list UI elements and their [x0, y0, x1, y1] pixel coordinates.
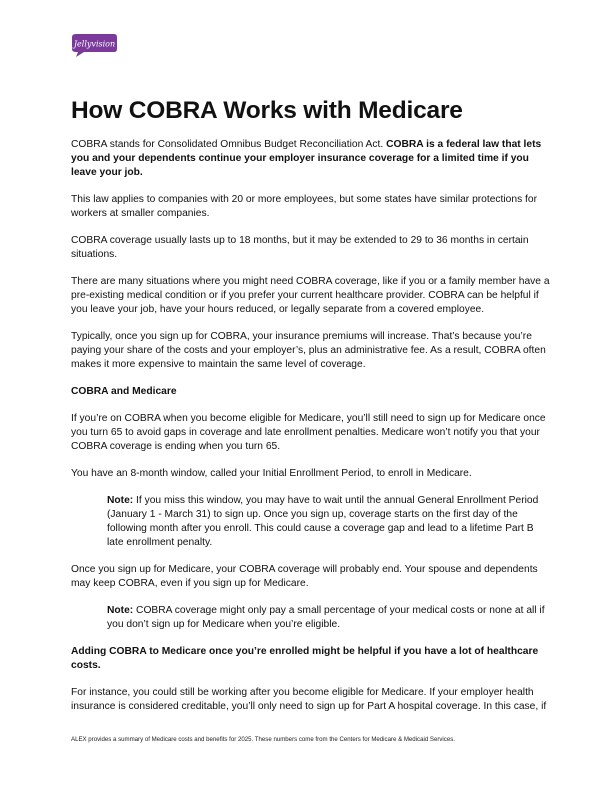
document-body	[71, 138, 551, 727]
note-callout	[107, 604, 551, 632]
paragraph: There are many situations where you might need COBRA coverage, like if you or a family member have a pre-existing medical condition or if you prefer your current healthcare provider. COBRA can be helpful if you leave your job, have your hours reduced, or legally separate from a covered employee.	[71, 276, 550, 315]
intro-paragraph	[71, 138, 551, 179]
intro-text: COBRA stands for Consolidated Omnibus Budget Reconciliation Act.	[71, 139, 387, 150]
intro-bold-text: COBRA is a federal law that lets you and your dependents continue your employer insurance coverage for a limited time if you leave your job.	[71, 139, 542, 178]
note-text: COBRA coverage might only pay a small percentage of your medical costs or none at all if you don’t sign up for Medicare when you’re eligible.	[107, 605, 545, 630]
note-text: If you miss this window, you may have to wait until the annual General Enrollment Period (January 1 - March 31) to sign up. Once you sign up, coverage starts on the first day of the following month after you enroll. This could cause a coverage gap and lead to a lifetime Part B late enrollment penalty.	[107, 495, 539, 548]
paragraph: For instance, you could still be working after you become eligible for Medicare. If your employer health insurance is considered creditable, you’ll only need to sign up for Part A hospital coverage. In this case, if	[71, 687, 547, 713]
logo-speech-bubble-icon	[70, 32, 118, 58]
paragraph: You have an 8-month window, called your Initial Enrollment Period, to enroll in Medicare.	[71, 468, 472, 480]
bold-statement: Adding COBRA to Medicare once you’re enrolled might be helpful if you have a lot of healthcare costs.	[71, 646, 539, 672]
paragraph: Once you sign up for Medicare, your COBRA coverage will probably end. Your spouse and dependents may keep COBRA, even if you sign up for Medicare.	[71, 564, 538, 589]
svg-text:Jellyvision: Jellyvision	[73, 39, 116, 49]
note-label: Note:	[107, 495, 134, 507]
note-label: Note:	[107, 605, 134, 617]
paragraph: This law applies to companies with 20 or more employees, but some states have similar protections for workers at smaller companies.	[71, 193, 538, 219]
paragraph: COBRA coverage usually lasts up to 18 months, but it may be extended to 29 to 36 months in certain situations.	[71, 234, 529, 260]
section-heading: COBRA and Medicare	[71, 385, 177, 397]
note-callout	[107, 494, 551, 549]
paragraph: Typically, once you sign up for COBRA, your insurance premiums will increase. That’s because you’re paying your share of the costs and your employer’s, plus an administrative fee. As a result, COBRA often makes it more expensive to maintain the same level of coverage.	[71, 330, 546, 370]
page-footer: ALEX provides a summary of Medicare costs and benefits for 2025. These numbers come from the Centers for Medicare & Medicaid Services.	[71, 736, 455, 743]
paragraph: If you’re on COBRA when you become eligible for Medicare, you’ll still need to sign up for Medicare once you turn 65 to avoid gaps in coverage and late enrollment penalties. Medicare won’t notify you that your COBRA coverage is ending when you turn 65.	[71, 413, 546, 452]
jellyvision-logo	[70, 32, 118, 58]
page-title: How COBRA Works with Medicare	[71, 97, 463, 124]
